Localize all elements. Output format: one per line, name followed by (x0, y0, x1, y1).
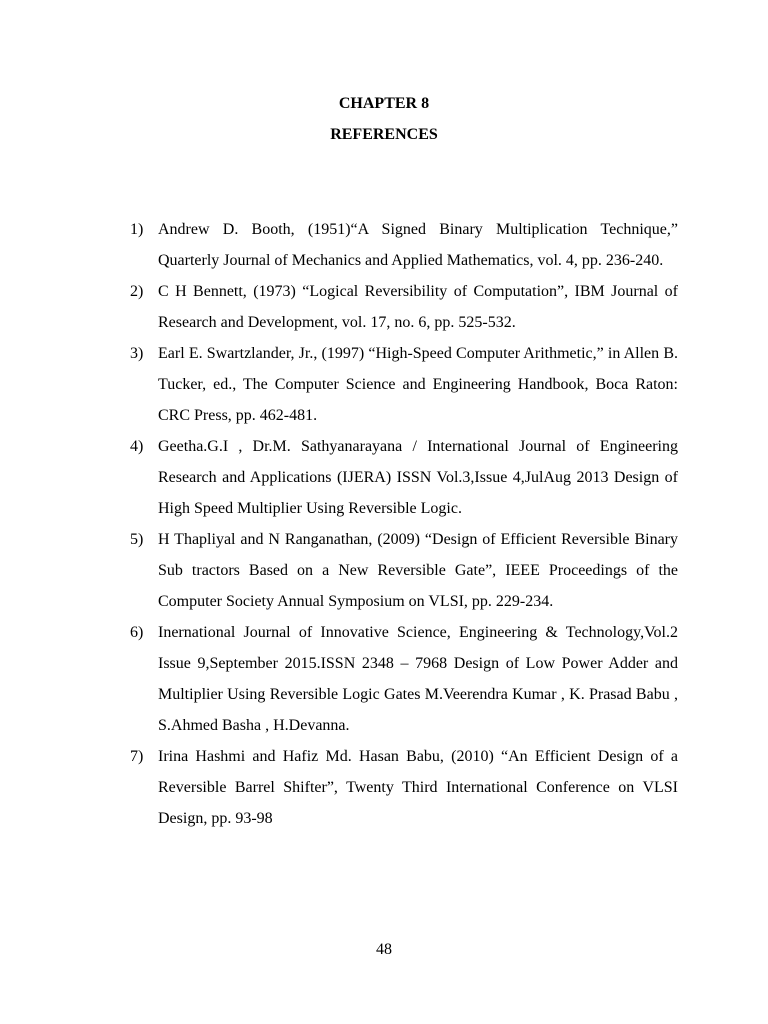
reference-text: Earl E. Swartzlander, Jr., (1997) “High-Speed Computer Arithmetic,” in Allen B. Tucker, ed., The Computer Science and Engineering Handbook, Boca Raton: CRC Press, pp. 462-481. (158, 345, 678, 424)
reference-item (130, 524, 678, 617)
reference-number: 6) (130, 624, 144, 641)
chapter-label: CHAPTER 8 (338, 95, 430, 112)
section-title: REFERENCES (330, 126, 438, 143)
reference-number: 2) (130, 283, 144, 300)
reference-text: Andrew D. Booth, (1951)“A Signed Binary Multiplication Technique,” Quarterly Journal of Mechanics and Applied Mathematics, vol. 4, pp. 236-240. (158, 221, 678, 269)
page-number: 48 (376, 941, 392, 958)
reference-item (130, 214, 678, 276)
reference-list (130, 214, 678, 834)
reference-number: 1) (130, 221, 144, 238)
reference-text: Geetha.G.I , Dr.M. Sathyanarayana / International Journal of Engineering Research and Applications (IJERA) ISSN Vol.3,Issue 4,JulAug 2013 Design of High Speed Multiplier Using Reversible Logic. (158, 438, 678, 517)
reference-text: Irina Hashmi and Hafiz Md. Hasan Babu, (2010) “An Efficient Design of a Reversible Barrel Shifter”, Twenty Third International Conference on VLSI Design, pp. 93-98 (158, 748, 678, 827)
reference-item (130, 338, 678, 431)
reference-text: Inernational Journal of Innovative Science, Engineering & Technology,Vol.2 Issue 9,September 2015.ISSN 2348 – 7968 Design of Low Power Adder and Multiplier Using Reversible Logic Gates M.Veerendra Kumar , K. Prasad Babu , S.Ahmed Basha , H.Devanna. (158, 624, 678, 734)
reference-number: 5) (130, 531, 144, 548)
reference-text: H Thapliyal and N Ranganathan, (2009) “Design of Efficient Reversible Binary Sub tractors Based on a New Reversible Gate”, IEEE Proceedings of the Computer Society Annual Symposium on VLSI, pp. 229-234. (158, 531, 678, 610)
reference-number: 3) (130, 345, 144, 362)
reference-number: 7) (130, 748, 144, 765)
reference-item (130, 431, 678, 524)
reference-number: 4) (130, 438, 144, 455)
reference-item (130, 741, 678, 834)
reference-item (130, 276, 678, 338)
reference-item (130, 617, 678, 741)
reference-text: C H Bennett, (1973) “Logical Reversibility of Computation”, IBM Journal of Research and Development, vol. 17, no. 6, pp. 525-532. (158, 283, 678, 331)
